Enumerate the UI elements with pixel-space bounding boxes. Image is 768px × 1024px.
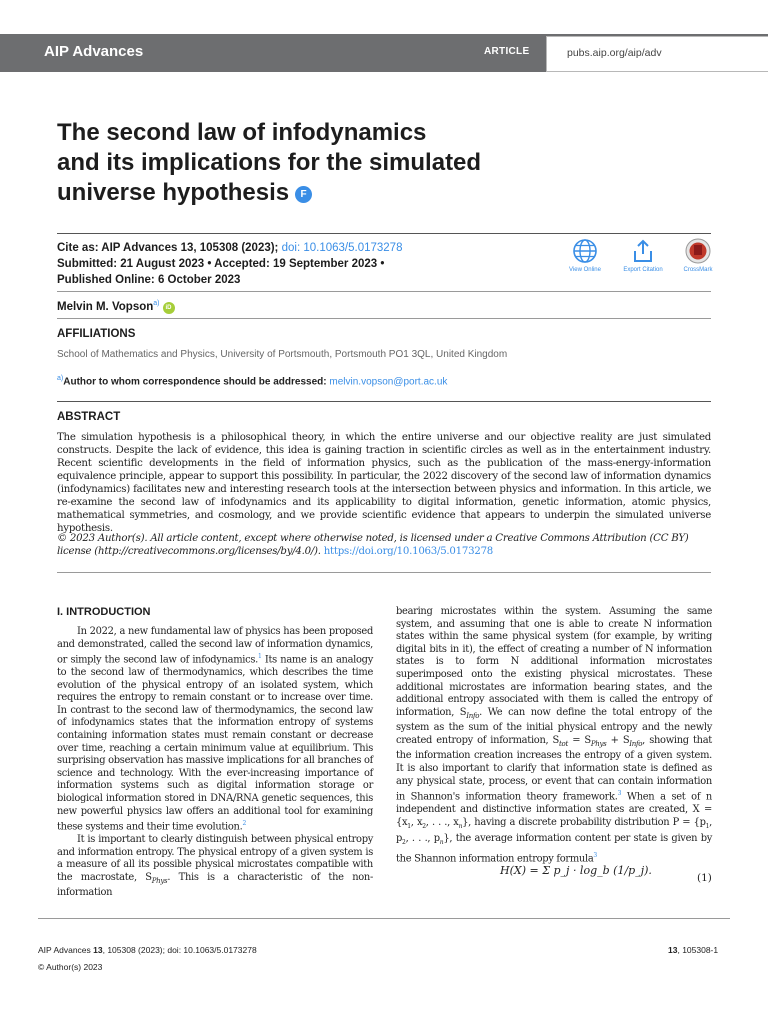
crossmark-label: CrossMark: [683, 267, 713, 273]
article-type-tag: ARTICLE: [484, 46, 530, 57]
right-text-h: , . . ., x: [425, 816, 459, 828]
orcid-icon[interactable]: iD: [163, 302, 175, 314]
title-divider: [57, 233, 711, 234]
footer-citation-rest: , 105308 (2023); doi: 10.1063/5.0173278: [102, 945, 257, 955]
equation-1: [500, 864, 652, 877]
right-text-d: + S: [606, 734, 630, 746]
export-citation-label: Export Citation: [623, 267, 663, 273]
right-text-a: bearing microstates within the system. Assuming the same system, and assuming that one is able to create N information states within the same physical system (for example, by writing digital bits in it), the effect of creating a number of N information states is to form N additional information microstates superimposed onto the existing physical microstates. These additional microstates are information bearing states, and the additional entropy associated with them is called the entropy of information, S: [396, 606, 712, 718]
equation-number: (1): [697, 872, 712, 884]
export-icon: [630, 238, 656, 264]
view-online-button[interactable]: [555, 238, 615, 273]
equation-text: H(X) = Σ p_j · log_b (1/p_j).: [500, 864, 652, 877]
crossmark-icon: [685, 238, 711, 264]
footer-volume: 13: [93, 945, 103, 955]
title-line-1: The second law of infodynamics: [57, 119, 427, 146]
title-line-2: and its implications for the simulated: [57, 149, 482, 176]
right-text-k: , . . ., p: [405, 833, 440, 845]
featured-badge-icon[interactable]: F: [295, 186, 312, 203]
export-citation-button[interactable]: [613, 238, 673, 273]
intro-p1-cont: Its name is an analogy to the second law of thermodynamics, which describes the time evolution of the physical entropy of an isolated system, which requires the entropy to remain constant or to increase over time. In contrast to the second law of thermodynamics, the second law of infodynamics states that the information entropy of systems containing information states must remain constant or decrease over time, reaching a certain minimum value at equilibrium. This surprising observation has massive implications for all branches of science and technology. With the ever-increasing importance of information systems such as digital information storage or biological information stored in DNA/RNA genetic sequences, this new powerful physics law offers an additional tool for examining these systems and their time evolution.: [57, 654, 373, 833]
ref-1-link[interactable]: 1: [257, 653, 262, 661]
right-text-c: = S: [567, 734, 591, 746]
copyright-text: © 2023 Author(s). All article content, except where otherwise noted, is licensed under a Creative Commons Attribution (CC BY) license (http://creativecommons.org/licenses/by/4.0/).: [57, 533, 689, 557]
intro-p2-cont: . This is a characteristic of the non-information: [57, 871, 373, 899]
body-left-column: [57, 626, 373, 900]
meta-divider: [57, 291, 711, 292]
cite-label: Cite as: AIP Advances 13, 105308 (2023);: [57, 242, 279, 254]
intro-paragraph-2: [57, 834, 373, 900]
author-line: [57, 300, 175, 314]
abstract-divider: [57, 401, 711, 402]
ref-3-link[interactable]: 3: [617, 790, 622, 798]
corr-email-link[interactable]: melvin.vopson@port.ac.uk: [329, 376, 448, 388]
title-line-3: universe hypothesis: [57, 179, 290, 206]
s-info-subscript: Info: [466, 711, 480, 720]
journal-url-link[interactable]: pubs.aip.org/aip/adv: [546, 36, 768, 72]
doi-link[interactable]: doi: 10.1063/5.0173278: [281, 242, 403, 254]
s-phys-subscript: Phys: [151, 876, 168, 885]
corr-label: Author to whom correspondence should be addressed:: [63, 376, 330, 388]
abstract-heading: ABSTRACT: [57, 411, 121, 423]
footer-journal: AIP Advances: [38, 945, 94, 955]
section-heading-introduction: I. INTRODUCTION: [57, 606, 151, 618]
right-text-g: , x: [410, 816, 423, 828]
footer-page-volume: 13: [668, 945, 678, 955]
right-text-f: When a set of n independent and distinctive information states are created, X = {x: [396, 791, 712, 828]
author-affil-marker: a): [153, 300, 160, 307]
author-divider: [57, 318, 711, 319]
s-tot-subscript: tot: [559, 739, 568, 748]
journal-name[interactable]: AIP Advances: [44, 43, 144, 60]
copyright-notice: [57, 532, 711, 558]
corr-marker: a): [57, 375, 64, 382]
right-text-l: }, the average information content per state is given by the Shannon information entropy formula: [396, 833, 712, 865]
right-text-b: . We can now define the total entropy of the system as the sum of the initial physical entropy and the newly created entropy of information, S: [396, 706, 712, 746]
footer-citation: [38, 945, 257, 955]
body-right-column: [396, 606, 712, 866]
right-text-e: , showing that the information creation increases the entropy of a given system. It is also important to clarify that information state is defined as any physical state, process, or event that can contain information in Shannon's information theory framework.: [396, 734, 712, 803]
footer-page-rest: , 105308-1: [677, 945, 719, 955]
right-text-j: , p: [396, 816, 712, 845]
affiliation-text: School of Mathematics and Physics, University of Portsmouth, Portsmouth PO1 3QL, United Kingdom: [57, 349, 508, 360]
footer-copyright: © Author(s) 2023: [38, 962, 103, 972]
intro-p1-text: In 2022, a new fundamental law of physics has been proposed and demonstrated, called the second law of information dynamics, or simply the second law of infodynamics.: [57, 626, 373, 666]
s-info-subscript-2: Info: [629, 739, 643, 748]
body-divider: [57, 572, 711, 573]
globe-icon: [572, 238, 598, 264]
article-title: [57, 118, 617, 208]
right-text-i: }, having a discrete probability distribution P = {p: [462, 816, 706, 828]
intro-p2-text: It is important to clearly distinguish between physical entropy and information entropy. The physical entropy of a given system is a measure of all its possible physical microstates compatible with the macrostate, S: [57, 834, 373, 883]
copyright-doi-link[interactable]: https://doi.org/10.1063/5.0173278: [323, 546, 494, 557]
ref-3b-link[interactable]: 3: [593, 851, 597, 859]
cite-line: [57, 240, 402, 256]
correspondence-line: [57, 375, 447, 387]
footer-divider: [38, 918, 730, 919]
dates-line: Submitted: 21 August 2023 • Accepted: 19 September 2023 •: [57, 258, 385, 270]
footer-page-number: [668, 945, 718, 955]
view-online-label: View Online: [569, 267, 601, 273]
author-name[interactable]: Melvin M. Vopson: [57, 300, 154, 313]
ref-2-link[interactable]: 2: [242, 820, 246, 828]
crossmark-button[interactable]: [668, 238, 728, 273]
affiliations-heading: AFFILIATIONS: [57, 328, 136, 340]
right-paragraph: bearing microstates within the system. Assuming the same system, and assuming that one is able to create N information states within the same physical system (for example, by writing digital bits in it), the effect of creating a number of N information states is to form N additional information microstates superimposed onto the existing physical microstates. These additional microstates are information bearing states, and the additional entropy associated with them is called the entropy of information, $S_{Info}$. We can now define the total entropy of the system as the sum of the initial physical entropy and the newly created entropy of information, $S_{tot} = S_{Phys} + S_{Info}$, showing that the information creation increases the entropy of a given system. It is also important to clarify that information state is defined as any physical state, process, or event that can contain information in Shannon's information theory framework.$^3$ When a set of n independent and distinctive information states are created, $X = \{x_1$, $x_2$, . . ., $x_n$}, having a discrete probability distribution $P = \{p_1$, $p_2$, . . ., $p_n$}, the average information content per state is given by the Shannon information entropy formula$^3$: [396, 606, 712, 865]
s-phys-subscript-2: Phys: [590, 739, 607, 748]
abstract-text: The simulation hypothesis is a philosophical theory, in which the entire universe and our objective reality are just simulated constructs. Despite the lack of evidence, this idea is gaining traction in scientific circles as well as in the entertainment industry. Recent scientific developments in the field of information physics, such as the publication of the mass-energy-information equivalence principle, appear to support this possibility. In particular, the 2022 discovery of the second law of information dynamics (infodynamics) facilitates new and interesting research tools at the intersection between physics and information. In this article, we re-examine the second law of infodynamics and its applicability to digital information, genetic information, atomic physics, mathematical symmetries, and cosmology, and we provide scientific evidence that appears to underpin the simulated universe hypothesis.: [57, 432, 711, 534]
published-line: Published Online: 6 October 2023: [57, 274, 241, 286]
intro-paragraph-1: [57, 626, 373, 834]
